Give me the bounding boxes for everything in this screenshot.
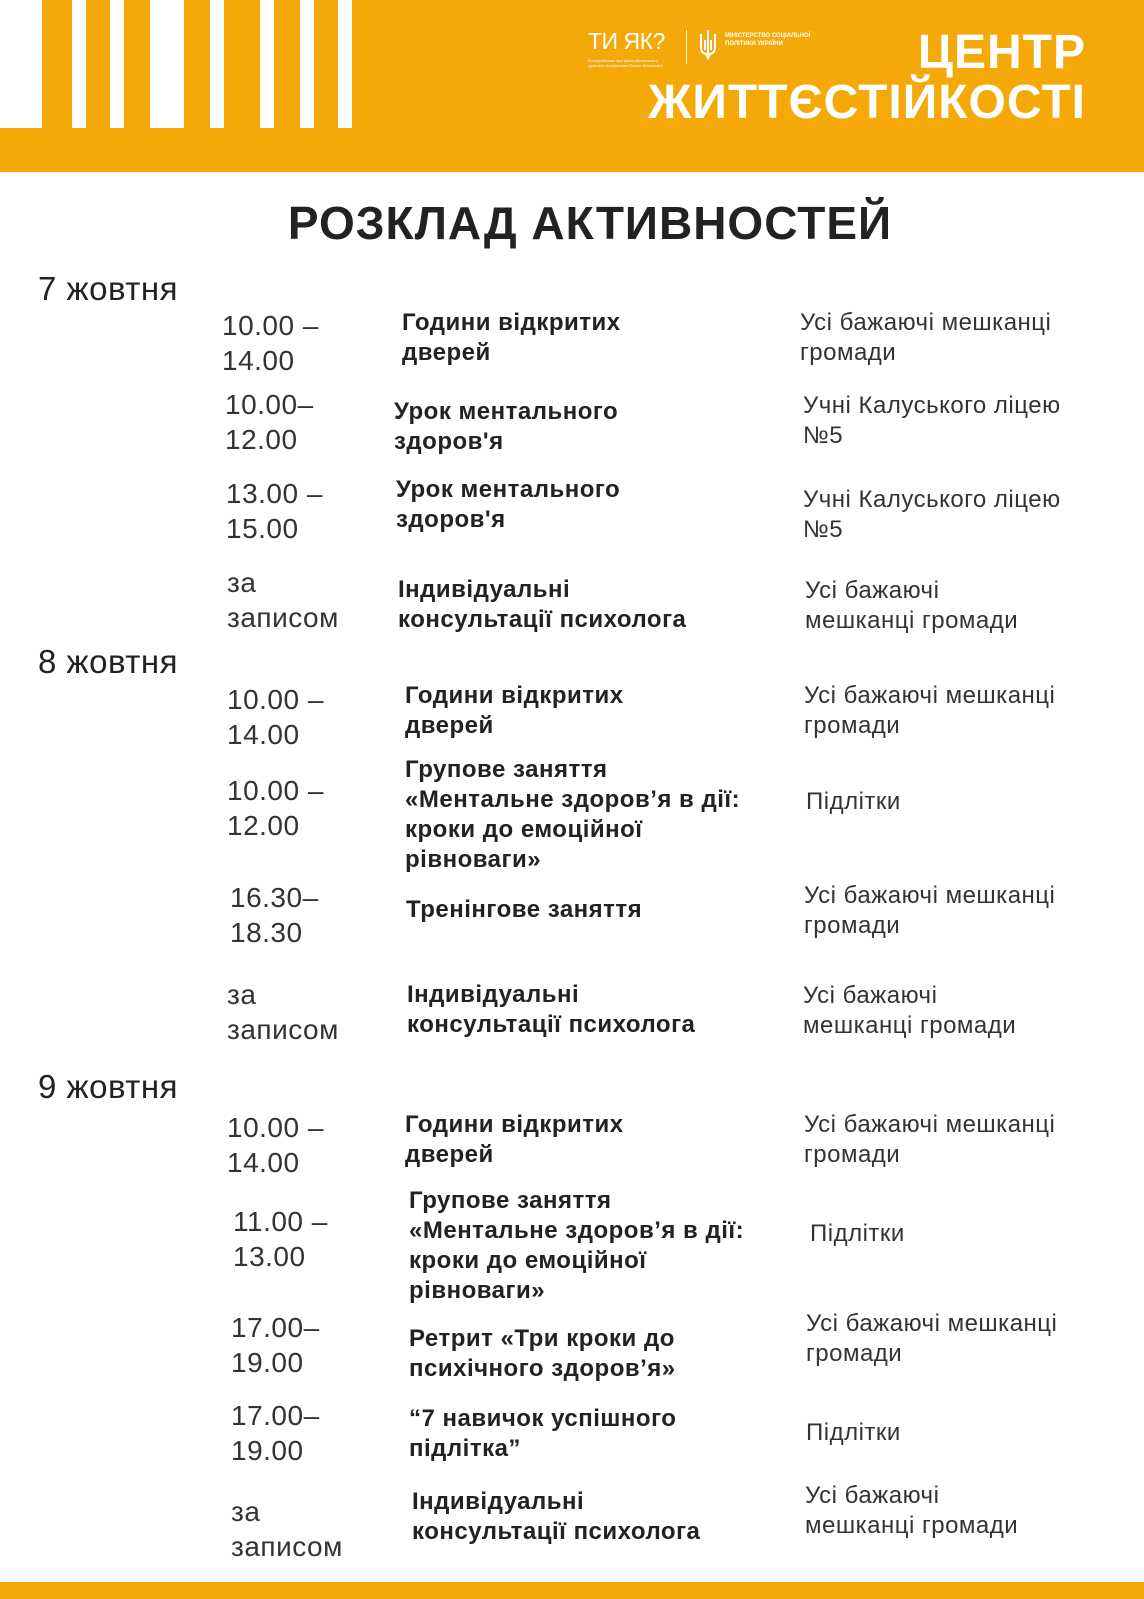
decor-stripe xyxy=(0,0,42,128)
event-activity xyxy=(405,755,740,875)
ministry-label: МІНІСТЕРСТВО СОЦІАЛЬНОЇ ПОЛІТИКИ УКРАЇНИ xyxy=(725,33,811,47)
event-time-line: 14.00 xyxy=(227,1147,300,1178)
day-heading: 9 жовтня xyxy=(38,1068,178,1105)
event-activity-line: «Ментальне здоров’я в дії: xyxy=(409,1217,745,1244)
event-activity xyxy=(409,1186,744,1306)
event-audience-line: Усі бажаючі мешканці xyxy=(804,682,1056,709)
event-time xyxy=(227,977,339,1047)
event-activity-line: Індивідуальні xyxy=(398,576,571,603)
event-activity xyxy=(406,895,642,925)
event-audience-line: громади xyxy=(806,1340,903,1367)
event-time xyxy=(222,308,319,378)
event-time-line: 15.00 xyxy=(226,513,299,544)
decor-stripe xyxy=(110,0,124,128)
event-activity xyxy=(402,308,621,368)
event-activity-line: “7 навичок успішного xyxy=(409,1405,677,1432)
event-audience-line: мешканці громади xyxy=(803,1012,1017,1039)
decor-stripe xyxy=(72,0,86,128)
event-activity-line: консультації психолога xyxy=(412,1518,701,1545)
event-time-line: 10.00 – xyxy=(222,310,319,341)
event-activity xyxy=(412,1487,700,1547)
event-audience-line: Усі бажаючі мешканці xyxy=(804,1111,1056,1138)
event-time-line: 13.00 – xyxy=(226,478,323,509)
event-audience-line: мешканці громади xyxy=(805,607,1019,634)
event-audience-line: громади xyxy=(804,1141,901,1168)
event-time-line: 19.00 xyxy=(231,1435,304,1466)
event-audience-line: Усі бажаючі xyxy=(805,577,940,604)
event-audience-line: мешканці громади xyxy=(805,1512,1019,1539)
event-time xyxy=(231,1398,320,1468)
event-time-line: 13.00 xyxy=(233,1241,306,1272)
event-audience xyxy=(806,1309,1057,1369)
event-activity-line: рівноваги» xyxy=(405,846,542,873)
event-audience-line: громади xyxy=(804,712,901,739)
decor-stripe xyxy=(150,0,184,128)
event-activity-line: Години відкритих xyxy=(402,309,621,336)
event-activity-line: Години відкритих xyxy=(405,1111,624,1138)
event-activity-line: Тренінгове заняття xyxy=(406,896,643,923)
event-time xyxy=(230,880,319,950)
day-heading: 7 жовтня xyxy=(38,270,178,307)
event-time-line: 10.00 – xyxy=(227,775,324,806)
event-activity xyxy=(405,1110,624,1170)
event-time-line: 17.00– xyxy=(231,1400,320,1431)
center-title xyxy=(648,28,1086,128)
event-audience xyxy=(804,681,1055,741)
event-activity-line: кроки до емоційної xyxy=(405,816,643,843)
event-audience-line: Усі бажаючі мешканці xyxy=(806,1310,1058,1337)
event-activity-line: Урок ментального xyxy=(396,476,621,503)
event-audience xyxy=(806,787,901,817)
event-activity-line: здоров'я xyxy=(394,428,504,455)
event-activity xyxy=(396,475,620,535)
event-audience-line: громади xyxy=(800,339,897,366)
event-time xyxy=(225,387,314,457)
event-activity-line: дверей xyxy=(405,1141,494,1168)
event-activity-line: Групове заняття xyxy=(409,1187,612,1214)
event-audience xyxy=(803,981,1016,1041)
event-activity-line: рівноваги» xyxy=(409,1277,546,1304)
event-time-line: 10.00 – xyxy=(227,684,324,715)
page-title: РОЗКЛАД АКТИВНОСТЕЙ xyxy=(287,197,893,249)
event-audience-line: Усі бажаючі мешканці xyxy=(800,309,1052,336)
event-audience xyxy=(806,1418,901,1448)
event-time-line: за xyxy=(227,567,257,598)
decor-stripe xyxy=(260,0,274,128)
event-activity-line: Індивідуальні xyxy=(412,1488,585,1515)
event-activity-line: дверей xyxy=(402,339,491,366)
event-time-line: 14.00 xyxy=(222,345,295,376)
day-heading: 8 жовтня xyxy=(38,643,178,680)
event-time xyxy=(233,1204,328,1274)
decor-stripe xyxy=(300,0,314,128)
event-activity-line: підлітка” xyxy=(409,1435,521,1462)
event-activity-line: консультації психолога xyxy=(407,1011,696,1038)
event-audience xyxy=(804,881,1055,941)
event-audience-line: Усі бажаючі xyxy=(805,1482,940,1509)
event-time xyxy=(231,1310,320,1380)
event-time-line: 18.30 xyxy=(230,917,303,948)
event-time-line: 12.00 xyxy=(227,810,300,841)
event-activity-line: Години відкритих xyxy=(405,682,624,709)
event-time-line: 14.00 xyxy=(227,719,300,750)
event-activity xyxy=(405,681,624,741)
event-activity-line: здоров'я xyxy=(396,506,506,533)
event-audience xyxy=(810,1219,905,1249)
event-audience-line: громади xyxy=(804,912,901,939)
event-time-line: записом xyxy=(227,1014,339,1045)
event-audience xyxy=(805,1481,1018,1541)
event-audience xyxy=(803,485,1061,545)
event-activity xyxy=(394,397,618,457)
event-time xyxy=(227,565,339,635)
event-time-line: 10.00– xyxy=(225,389,314,420)
tiyak-logo-text: ТИ ЯК? xyxy=(588,28,665,54)
event-time-line: 12.00 xyxy=(225,424,298,455)
event-audience-line: Підлітки xyxy=(806,1419,901,1446)
event-time-line: 16.30– xyxy=(230,882,319,913)
event-time-line: за xyxy=(231,1496,261,1527)
event-time-line: 11.00 – xyxy=(233,1206,328,1237)
event-time xyxy=(227,773,324,843)
event-audience-line: Усі бажаючі мешканці xyxy=(804,882,1056,909)
event-time-line: за xyxy=(227,979,257,1010)
event-time xyxy=(227,1110,324,1180)
event-activity-line: Ретрит «Три кроки до xyxy=(409,1325,675,1352)
event-audience-line: №5 xyxy=(803,516,844,543)
tiyak-logo-subtitle: Всеукраїнська програма ментального здоров'я за ініціативи Олени Зеленської xyxy=(588,58,663,68)
event-activity-line: Урок ментального xyxy=(394,398,619,425)
event-time xyxy=(226,476,323,546)
event-audience xyxy=(803,391,1061,451)
event-time xyxy=(231,1494,343,1564)
event-audience-line: Підлітки xyxy=(810,1220,905,1247)
event-activity-line: психічного здоров’я» xyxy=(409,1355,676,1382)
event-activity xyxy=(409,1324,676,1384)
decor-stripe xyxy=(338,0,352,128)
event-activity-line: Групове заняття xyxy=(405,756,608,783)
event-audience xyxy=(804,1110,1055,1170)
event-audience xyxy=(800,308,1051,368)
event-audience-line: Підлітки xyxy=(806,788,901,815)
event-activity xyxy=(398,575,686,635)
event-activity-line: консультації психолога xyxy=(398,606,687,633)
event-time-line: записом xyxy=(231,1531,343,1562)
event-time xyxy=(227,682,324,752)
event-activity-line: Індивідуальні xyxy=(407,981,580,1008)
event-activity-line: «Ментальне здоров’я в дії: xyxy=(405,786,741,813)
header-banner xyxy=(0,0,1144,172)
event-audience-line: Учні Калуського ліцею xyxy=(803,486,1061,513)
center-title-line1: ЦЕНТР xyxy=(917,26,1086,79)
footer-bar xyxy=(0,1582,1144,1599)
event-activity xyxy=(407,980,695,1040)
event-activity xyxy=(409,1404,676,1464)
decor-stripe xyxy=(210,0,224,128)
event-time-line: 17.00– xyxy=(231,1312,320,1343)
event-time-line: 19.00 xyxy=(231,1347,304,1378)
center-title-line2: ЖИТТЄСТІЙКОСТІ xyxy=(647,76,1086,129)
event-activity-line: кроки до емоційної xyxy=(409,1247,647,1274)
event-audience-line: Учні Калуського ліцею xyxy=(803,392,1061,419)
event-audience xyxy=(805,576,1018,636)
event-audience-line: №5 xyxy=(803,422,844,449)
event-audience-line: Усі бажаючі xyxy=(803,982,938,1009)
event-activity-line: дверей xyxy=(405,712,494,739)
event-time-line: 10.00 – xyxy=(227,1112,324,1143)
event-time-line: записом xyxy=(227,602,339,633)
